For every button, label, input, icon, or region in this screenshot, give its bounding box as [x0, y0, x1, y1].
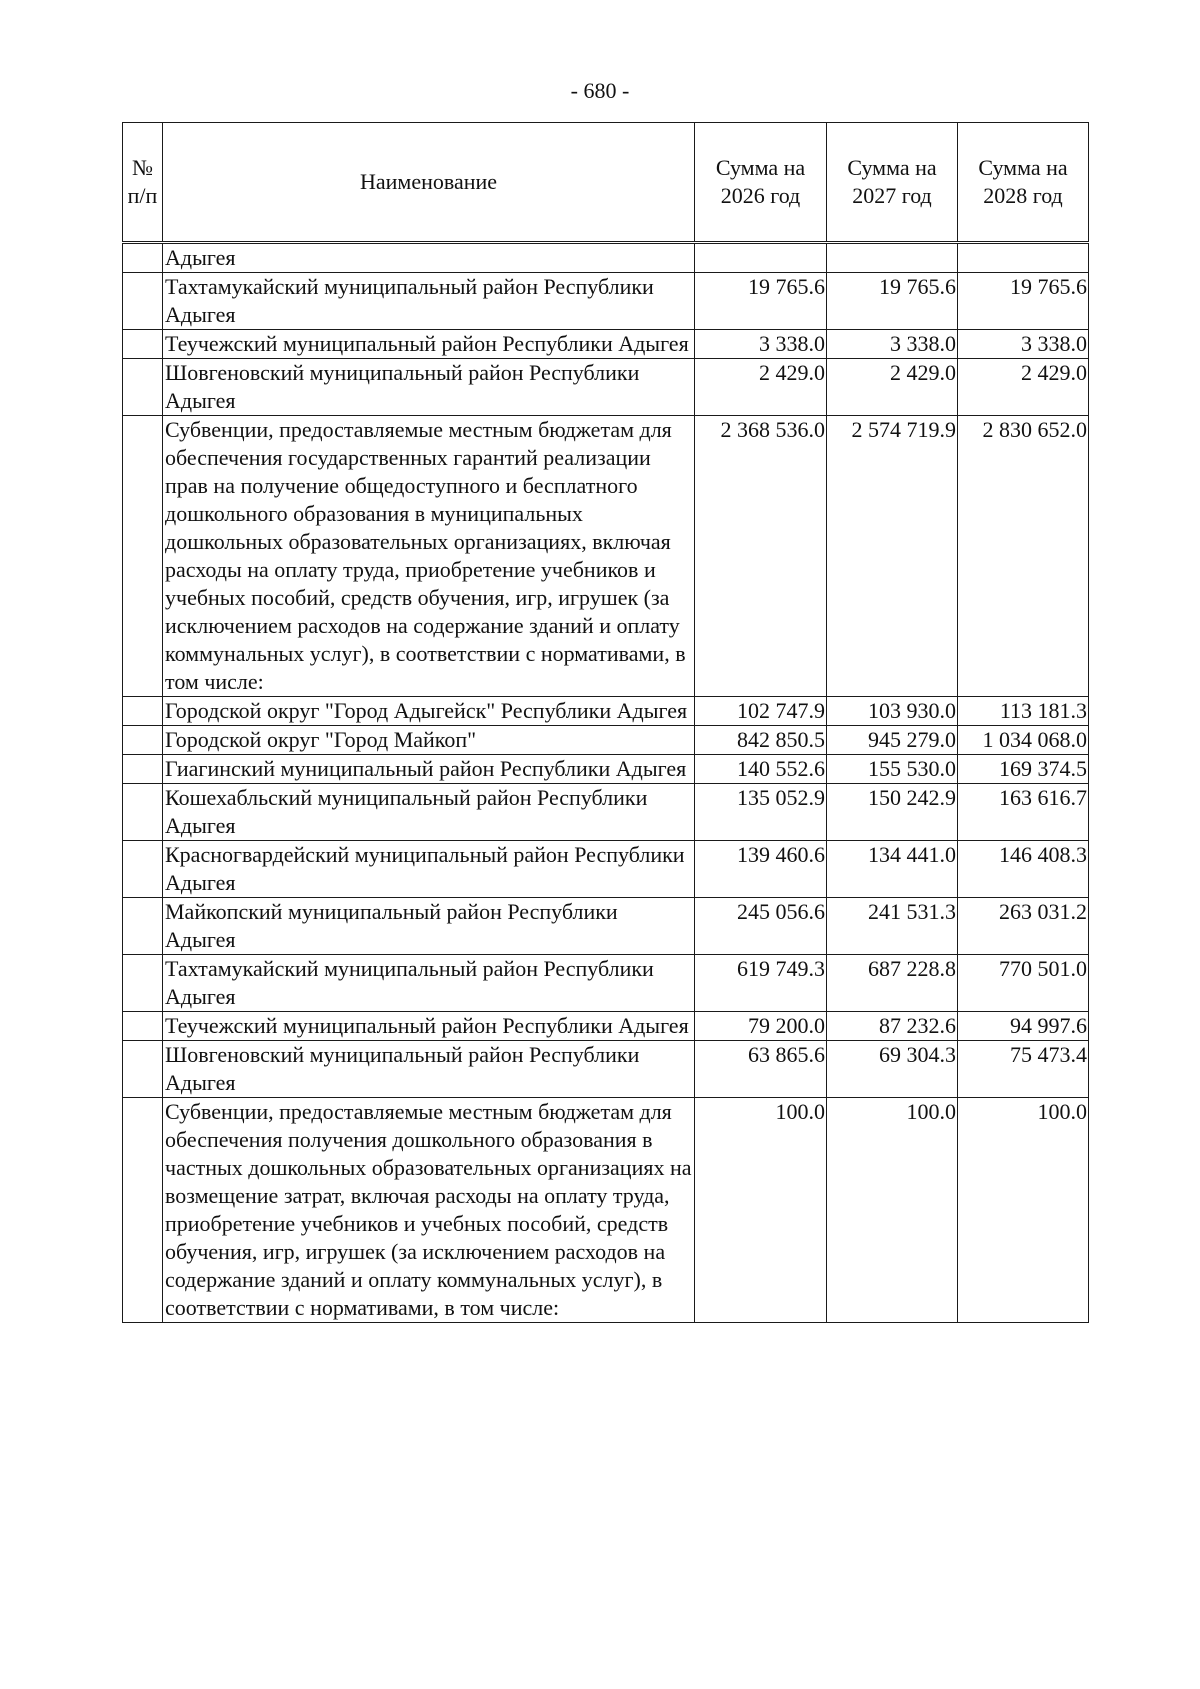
row-number-cell [123, 416, 163, 697]
budget-table [122, 122, 1089, 1323]
row-sum-2028-cell: 1 034 068.0 [958, 726, 1089, 755]
row-name-cell: Майкопский муниципальный район Республики Адыгея [163, 898, 695, 955]
row-name-cell: Теучежский муниципальный район Республики Адыгея [163, 330, 695, 359]
row-sum-2028-cell: 2 429.0 [958, 359, 1089, 416]
row-number-cell [123, 841, 163, 898]
row-name-cell: Шовгеновский муниципальный район Республики Адыгея [163, 1041, 695, 1098]
row-name-cell: Тахтамукайский муниципальный район Республики Адыгея [163, 273, 695, 330]
row-sum-2026-cell: 19 765.6 [695, 273, 827, 330]
row-number-cell [123, 243, 163, 273]
header-sum-2026: Сумма на 2026 год [695, 123, 827, 243]
row-sum-2026-cell: 79 200.0 [695, 1012, 827, 1041]
row-sum-2028-cell: 113 181.3 [958, 697, 1089, 726]
row-sum-2027-cell: 241 531.3 [827, 898, 958, 955]
page-number: - 680 - [570, 78, 630, 103]
row-sum-2027-cell [827, 243, 958, 273]
row-sum-2026-cell: 139 460.6 [695, 841, 827, 898]
row-sum-2028-cell: 94 997.6 [958, 1012, 1089, 1041]
row-name-cell: Тахтамукайский муниципальный район Республики Адыгея [163, 955, 695, 1012]
row-sum-2027-cell: 69 304.3 [827, 1041, 958, 1098]
row-name-cell: Городской округ "Город Майкоп" [163, 726, 695, 755]
row-sum-2027-cell: 100.0 [827, 1098, 958, 1323]
row-name-cell: Красногвардейский муниципальный район Республики Адыгея [163, 841, 695, 898]
row-sum-2026-cell: 3 338.0 [695, 330, 827, 359]
table-header [123, 123, 1089, 243]
row-sum-2027-cell: 103 930.0 [827, 697, 958, 726]
row-sum-2027-cell: 687 228.8 [827, 955, 958, 1012]
table-row [123, 1041, 1089, 1098]
row-sum-2028-cell: 146 408.3 [958, 841, 1089, 898]
table-row [123, 1098, 1089, 1323]
table-row [123, 784, 1089, 841]
row-sum-2026-cell: 135 052.9 [695, 784, 827, 841]
row-sum-2028-cell: 263 031.2 [958, 898, 1089, 955]
header-number: № п/п [123, 123, 163, 243]
row-sum-2028-cell [958, 243, 1089, 273]
table-row [123, 416, 1089, 697]
row-number-cell [123, 697, 163, 726]
table-row [123, 273, 1089, 330]
row-sum-2027-cell: 2 429.0 [827, 359, 958, 416]
row-name-cell: Кошехабльский муниципальный район Республики Адыгея [163, 784, 695, 841]
row-sum-2027-cell: 19 765.6 [827, 273, 958, 330]
row-sum-2026-cell: 140 552.6 [695, 755, 827, 784]
row-name-cell: Теучежский муниципальный район Республики Адыгея [163, 1012, 695, 1041]
row-sum-2027-cell: 3 338.0 [827, 330, 958, 359]
header-sum-2028: Сумма на 2028 год [958, 123, 1089, 243]
row-number-cell [123, 898, 163, 955]
row-sum-2026-cell: 2 429.0 [695, 359, 827, 416]
table-row [123, 898, 1089, 955]
row-sum-2026-cell: 842 850.5 [695, 726, 827, 755]
table-row [123, 330, 1089, 359]
table-row [123, 359, 1089, 416]
row-sum-2028-cell: 2 830 652.0 [958, 416, 1089, 697]
row-name-cell: Субвенции, предоставляемые местным бюджетам для обеспечения получения дошкольного образования в частных дошкольных образовательных организациях на возмещение затрат, включая расходы на оплату труда, приобретение учебников и учебных пособий, средств обучения, игр, игрушек (за исключением расходов на содержание зданий и оплату коммунальных услуг), в соответствии с нормативами, в том числе: [163, 1098, 695, 1323]
row-sum-2027-cell: 155 530.0 [827, 755, 958, 784]
row-sum-2026-cell: 100.0 [695, 1098, 827, 1323]
row-name-cell: Субвенции, предоставляемые местным бюджетам для обеспечения государственных гарантий реализации прав на получение общедоступного и бесплатного дошкольного образования в муниципальных дошкольных образовательных организациях, включая расходы на оплату труда, приобретение учебников и учебных пособий, средств обучения, игр, игрушек (за исключением расходов на содержание зданий и оплату коммунальных услуг), в соответствии с нормативами, в том числе: [163, 416, 695, 697]
table-row [123, 1012, 1089, 1041]
row-number-cell [123, 784, 163, 841]
header-sum-2027: Сумма на 2027 год [827, 123, 958, 243]
header-name: Наименование [163, 123, 695, 243]
row-sum-2026-cell: 63 865.6 [695, 1041, 827, 1098]
row-name-cell: Городской округ "Город Адыгейск" Республики Адыгея [163, 697, 695, 726]
row-number-cell [123, 330, 163, 359]
row-sum-2026-cell: 245 056.6 [695, 898, 827, 955]
row-number-cell [123, 273, 163, 330]
row-sum-2026-cell: 102 747.9 [695, 697, 827, 726]
row-sum-2026-cell [695, 243, 827, 273]
table-row [123, 243, 1089, 273]
row-name-cell: Гиагинский муниципальный район Республики Адыгея [163, 755, 695, 784]
row-sum-2028-cell: 163 616.7 [958, 784, 1089, 841]
row-sum-2027-cell: 134 441.0 [827, 841, 958, 898]
row-number-cell [123, 1041, 163, 1098]
row-sum-2026-cell: 2 368 536.0 [695, 416, 827, 697]
row-sum-2026-cell: 619 749.3 [695, 955, 827, 1012]
table-row [123, 697, 1089, 726]
row-sum-2028-cell: 19 765.6 [958, 273, 1089, 330]
row-sum-2027-cell: 150 242.9 [827, 784, 958, 841]
row-number-cell [123, 1098, 163, 1323]
row-sum-2027-cell: 2 574 719.9 [827, 416, 958, 697]
row-number-cell [123, 1012, 163, 1041]
row-number-cell [123, 726, 163, 755]
row-sum-2028-cell: 100.0 [958, 1098, 1089, 1323]
row-name-cell: Адыгея [163, 243, 695, 273]
table-row [123, 955, 1089, 1012]
row-sum-2028-cell: 169 374.5 [958, 755, 1089, 784]
budget-table-container [122, 122, 1088, 1323]
row-sum-2027-cell: 945 279.0 [827, 726, 958, 755]
table-body [123, 243, 1089, 1323]
table-row [123, 755, 1089, 784]
table-row [123, 841, 1089, 898]
header-row [123, 123, 1089, 243]
row-number-cell [123, 359, 163, 416]
row-sum-2028-cell: 3 338.0 [958, 330, 1089, 359]
row-sum-2027-cell: 87 232.6 [827, 1012, 958, 1041]
row-sum-2028-cell: 75 473.4 [958, 1041, 1089, 1098]
row-number-cell [123, 955, 163, 1012]
table-row [123, 726, 1089, 755]
row-name-cell: Шовгеновский муниципальный район Республики Адыгея [163, 359, 695, 416]
row-number-cell [123, 755, 163, 784]
row-sum-2028-cell: 770 501.0 [958, 955, 1089, 1012]
